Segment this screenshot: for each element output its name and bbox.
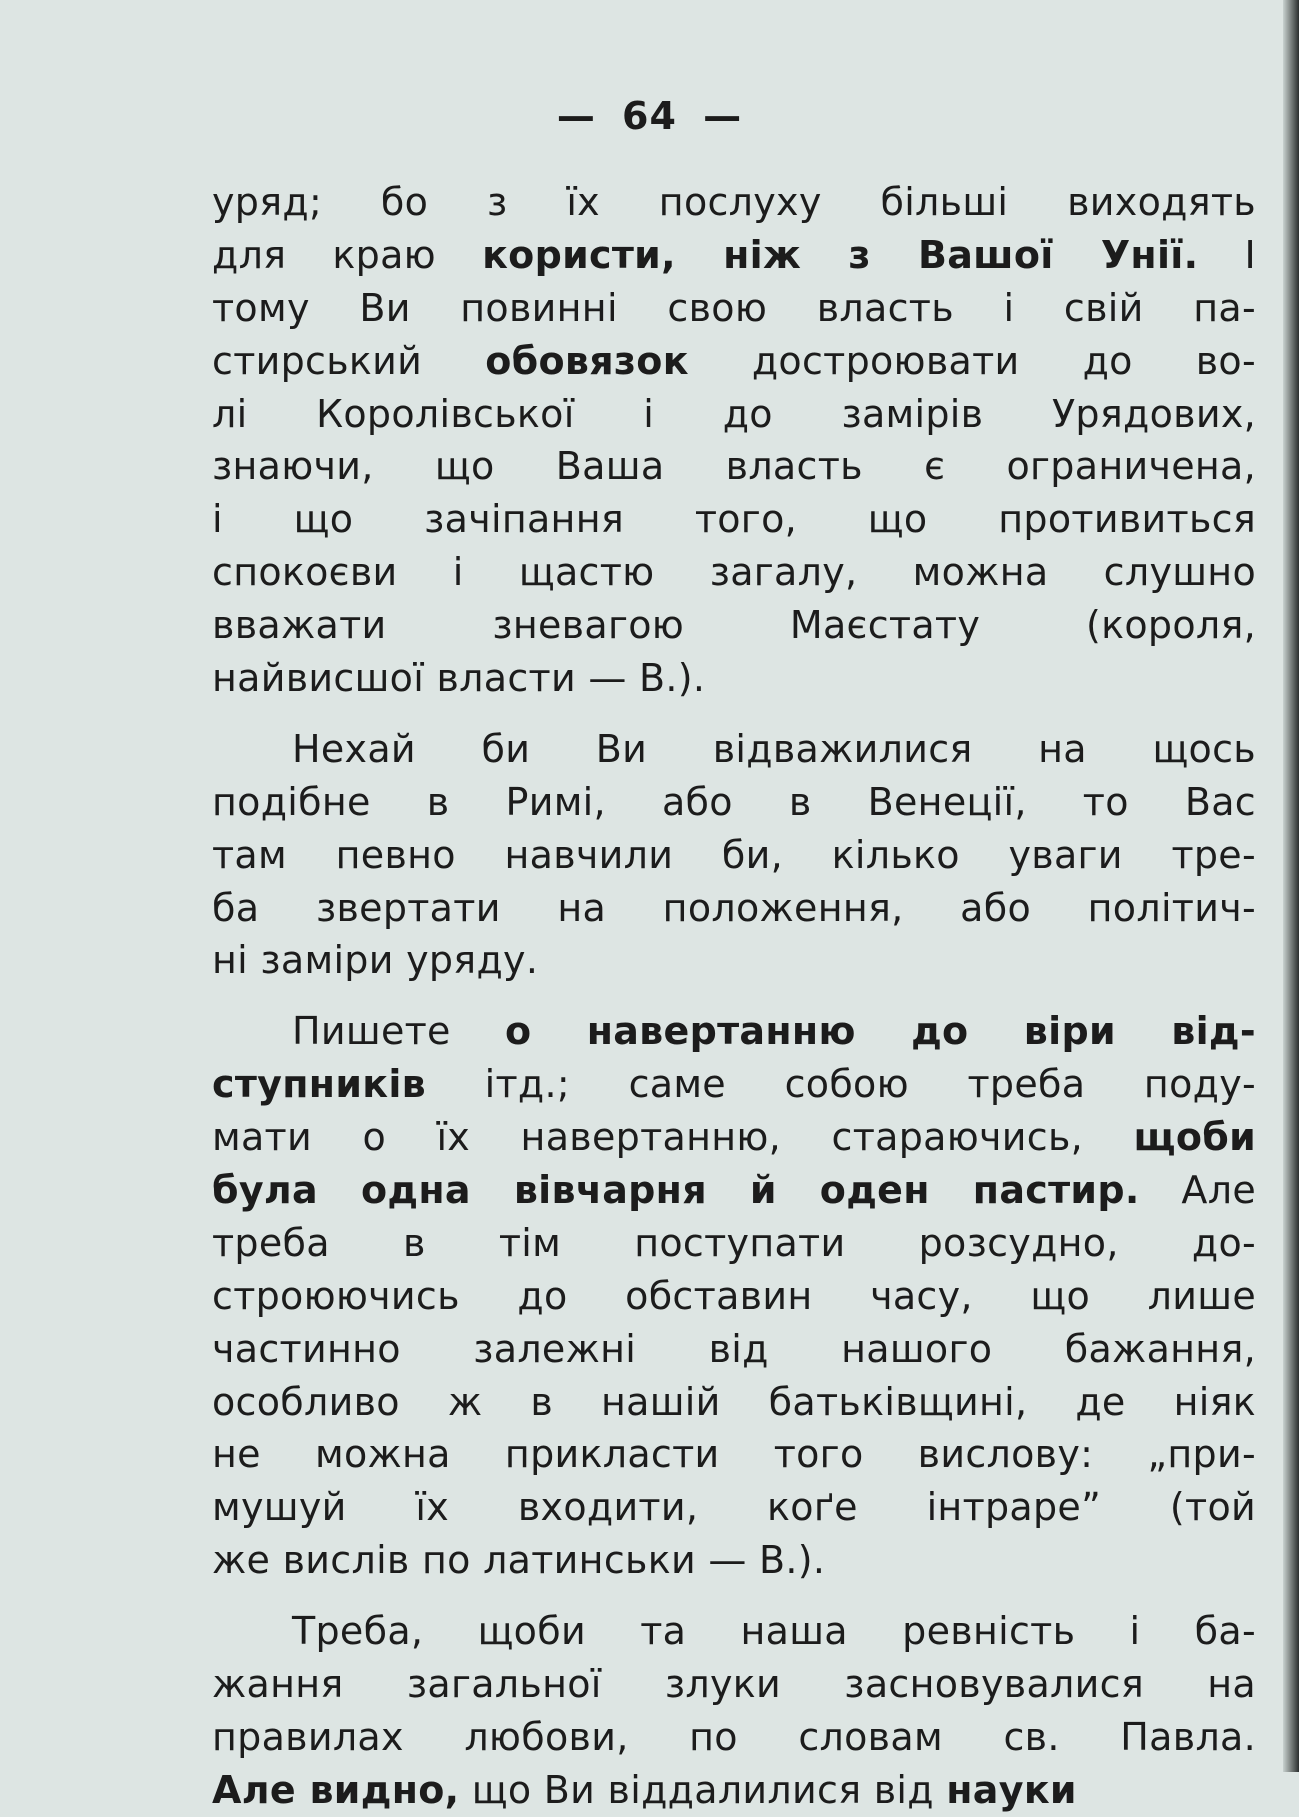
page-number-value: 64 [622,94,677,138]
text-segment: стирський [212,338,486,383]
text-segment: Треба, щоби та наша ревність і ба- [292,1609,1256,1654]
text-segment: і що зачіпання того, що противиться [212,497,1256,542]
text-line [212,1005,1256,1058]
text-line [212,1111,1256,1164]
paragraph [212,1605,1256,1817]
bold-text-segment: о навертанню до віри від- [504,1009,1256,1054]
text-line [212,1428,1256,1481]
text-line [212,335,1256,388]
text-line [212,723,1256,776]
text-segment: особливо ж в нашій батьківщині, де ніяк [212,1379,1256,1424]
text-line [212,388,1256,441]
text-line [212,1534,1256,1587]
page-number-dash-left: — [556,94,596,138]
text-line [212,493,1256,546]
page-edge [1283,0,1299,1772]
text-line [212,1270,1256,1323]
text-line [212,776,1256,829]
text-segment: І [1198,232,1256,277]
text-segment: мати о їх навертанню, стараючись, [212,1115,1134,1160]
text-segment: знаючи, що Ваша власть є ограничена, [212,444,1256,489]
text-segment: Пишете [292,1009,505,1054]
text-segment: жання загальної злуки засновувалися на [212,1662,1256,1707]
text-segment: лі Королівської і до замірів Урядових, [212,391,1256,436]
text-segment: треба в тім поступати розсудно, до- [212,1220,1256,1265]
text-line [212,1058,1256,1111]
paragraph [212,1005,1256,1587]
text-segment: же вислів по латинськи — В.). [212,1538,826,1583]
page-number-dash-right: — [703,94,743,138]
text-line [212,1481,1256,1534]
text-segment: подібне в Римі, або в Венеції, то Вас [212,779,1256,824]
bold-text-segment: ступників [212,1062,427,1107]
text-segment: ітд.; саме собою треба поду- [426,1062,1256,1107]
text-segment: строюючись до обставин часу, що лише [212,1273,1256,1318]
text-line [212,282,1256,335]
bold-text-segment: щоби [1133,1115,1256,1160]
bold-text-segment: користи, ніж з Вашої Унії. [482,232,1199,277]
text-segment: правилах любови, по словам св. Павла. [212,1714,1256,1759]
text-line [212,546,1256,599]
text-segment: достроювати до во- [688,338,1256,383]
bold-text-segment: обовязок [485,338,689,383]
text-line [212,1164,1256,1217]
bold-text-segment: Але видно, [212,1767,460,1812]
text-line [212,1711,1256,1764]
text-line [212,882,1256,935]
bold-text-segment: була одна вівчарня й оден пастир. [212,1168,1140,1213]
text-segment: ні заміри уряду. [212,938,539,983]
text-line [212,1605,1256,1658]
paragraph [212,176,1256,705]
paragraph [212,723,1256,987]
text-line [212,1658,1256,1711]
text-line [212,440,1256,493]
text-segment: що Ви віддалилися від [459,1767,947,1812]
text-segment: найвисшої власти — В.). [212,656,706,701]
text-segment: мушуй їх входити, коґе інтраре” (той [212,1485,1256,1530]
text-segment: Нехай би Ви відважилися на щось [292,726,1256,771]
text-segment: частинно залежні від нашого бажання, [212,1326,1256,1371]
bold-text-segment: науки [946,1767,1077,1812]
text-segment: не можна прикласти того вислову: „при- [212,1432,1256,1477]
text-line [212,1217,1256,1270]
body-text [212,176,1256,1817]
text-line [212,599,1256,652]
text-line [212,1376,1256,1429]
text-line [212,229,1256,282]
text-line [212,652,1256,705]
text-segment: уряд; бо з їх послуху більші виходять [212,180,1256,224]
text-segment: ба звертати на положення, або політич- [212,885,1256,930]
text-segment: там певно навчили би, кілько уваги тре- [212,832,1256,877]
text-line [212,1323,1256,1376]
text-segment: тому Ви повинні свою власть і свій па- [212,285,1256,330]
page-number [0,88,1299,144]
text-segment: Але [1139,1168,1256,1213]
text-segment: вважати зневагою Маєстату (короля, [212,603,1256,648]
text-segment: спокоєви і щастю загалу, можна слушно [212,550,1256,595]
text-segment: для краю [212,232,483,277]
text-line [212,829,1256,882]
text-line [212,934,1256,987]
text-line [212,176,1256,229]
